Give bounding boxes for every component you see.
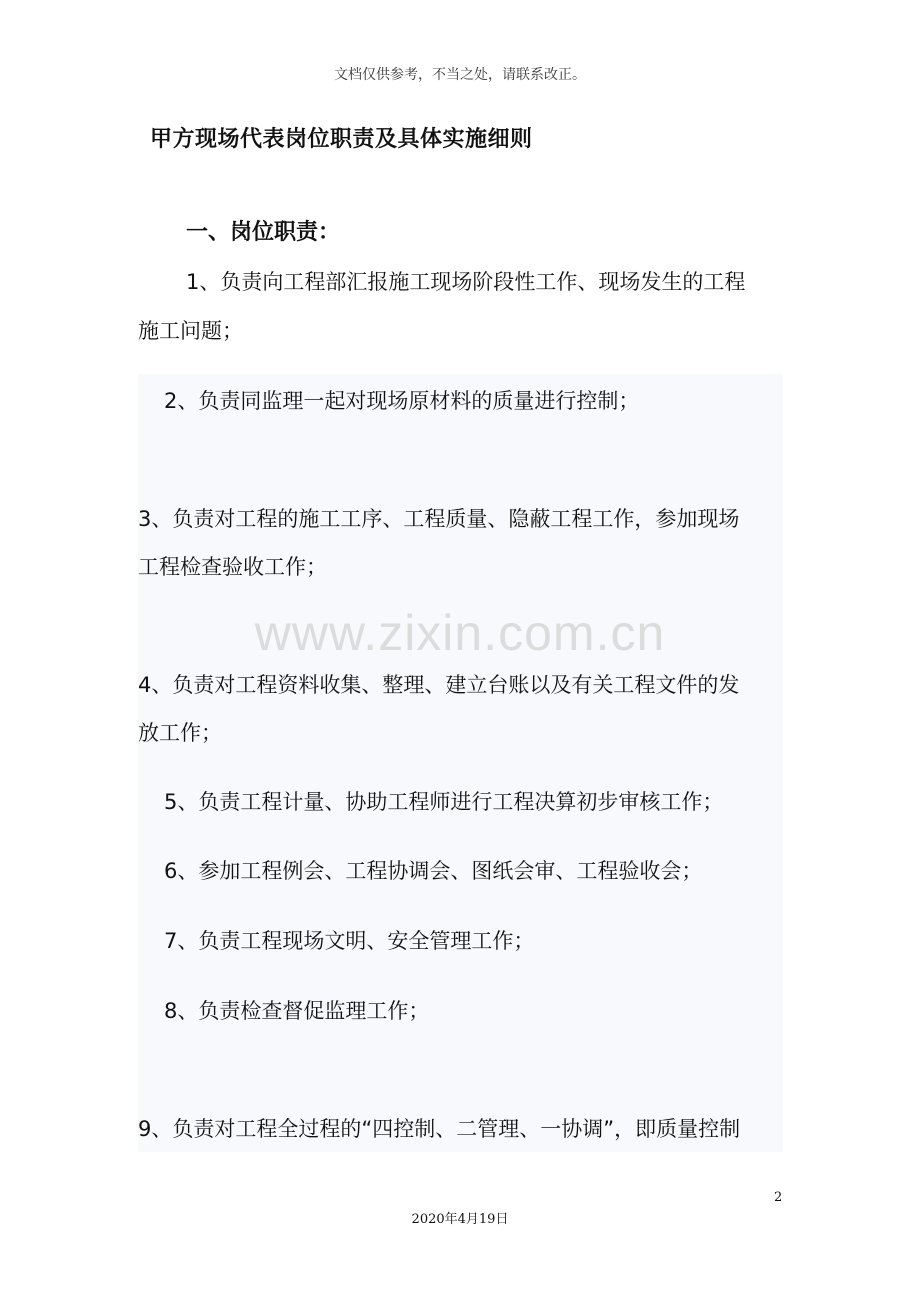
- duty-item-3: 3、负责对工程的施工工序、工程质量、隐蔽工程工作，参加现场: [138, 507, 740, 531]
- duty-item-9: 9、负责对工程全过程的“四控制、二管理、一协调”，即质量控制: [138, 1117, 741, 1141]
- page-header-note: 文档仅供参考，不当之处，请联系改正。: [334, 67, 586, 83]
- duty-item-1-cont: 施工问题；: [138, 319, 243, 343]
- footer-date: 2020年4月19日: [411, 1212, 509, 1227]
- document-title: 甲方现场代表岗位职责及具体实施细则: [150, 127, 533, 152]
- shaded-text-region: [138, 374, 783, 1152]
- duty-item-2: 2、负责同监理一起对现场原材料的质量进行控制；: [164, 389, 640, 413]
- section-heading: 一、岗位职责：: [186, 220, 341, 245]
- page-number: 2: [774, 1190, 783, 1205]
- duty-item-8: 8、负责检查督促监理工作；: [164, 999, 430, 1023]
- duty-item-4-cont: 放工作；: [138, 721, 222, 745]
- duty-item-3-cont: 工程检查验收工作；: [138, 555, 327, 579]
- duty-item-6: 6、参加工程例会、工程协调会、图纸会审、工程验收会；: [164, 859, 703, 883]
- duty-item-4: 4、负责对工程资料收集、整理、建立台账以及有关工程文件的发: [138, 673, 740, 697]
- duty-item-7: 7、负责工程现场文明、安全管理工作；: [164, 929, 535, 953]
- duty-item-5: 5、负责工程计量、协助工程师进行工程决算初步审核工作；: [164, 790, 724, 814]
- duty-item-1: 1、负责向工程部汇报施工现场阶段性工作、现场发生的工程: [186, 270, 746, 294]
- watermark: www.zixin.com.cn: [254, 605, 666, 661]
